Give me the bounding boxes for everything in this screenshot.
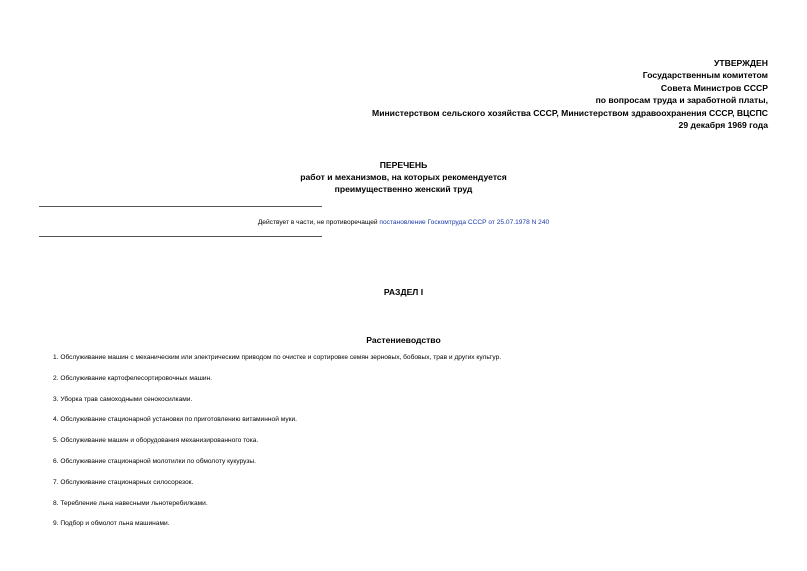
list-item: 1. Обслуживание машин с механическим или электрическим приводом по очистке и сортировке семян зерновых, бобовых, трав и других культур. [53,354,502,361]
title-line: преимущественно женский труд [334,184,473,195]
list-item: 6. Обслуживание стационарной молотилки по обмолоту кукурузы. [53,457,256,465]
list-item: 5. Обслуживание машин и оборудования механизированного тока. [53,437,259,445]
list-item: 9. Подбор и обмолот льна машинами. [53,520,170,528]
document-title [200,159,607,196]
approval-block [248,57,768,131]
divider-bottom [39,236,322,237]
title-line: ПЕРЕЧЕНЬ [379,160,428,170]
divider-top [39,206,322,207]
resolution-link[interactable]: постановление Госкомтруда СССР от 25.07.1978 N 240 [379,219,550,226]
work-list [53,353,773,540]
approval-line: Государственным комитетом [642,70,768,81]
title-line: работ и механизмов, на которых рекомендуется [300,172,507,183]
approval-line: по вопросам труда и заработной платы, [595,95,768,106]
validity-note [0,218,807,228]
approval-line: 29 декабря 1969 года [678,120,768,131]
list-item: 2. Обслуживание картофелесортировочных машин. [53,374,213,382]
approval-line: УТВЕРЖДЕН [714,58,768,68]
section-title: РАЗДЕЛ I [383,287,424,297]
approval-line: Совета Министров СССР [660,82,768,93]
list-item: 7. Обслуживание стационарных силосорезок. [53,478,194,486]
list-item: 4. Обслуживание стационарной установки по приготовлению витаминной муки. [53,416,298,424]
subsection-title: Растениеводство [366,335,441,345]
list-item: 3. Уборка трав самоходными сенокосилками. [53,395,193,403]
list-item: 8. Теребление льна навесными льнотеребилками. [53,499,208,507]
validity-prefix: Действует в части, не противоречащей [257,219,380,226]
approval-line: Министерством сельского хозяйства СССР, Министерством здравоохранения СССР, ВЦСПС [372,107,768,118]
